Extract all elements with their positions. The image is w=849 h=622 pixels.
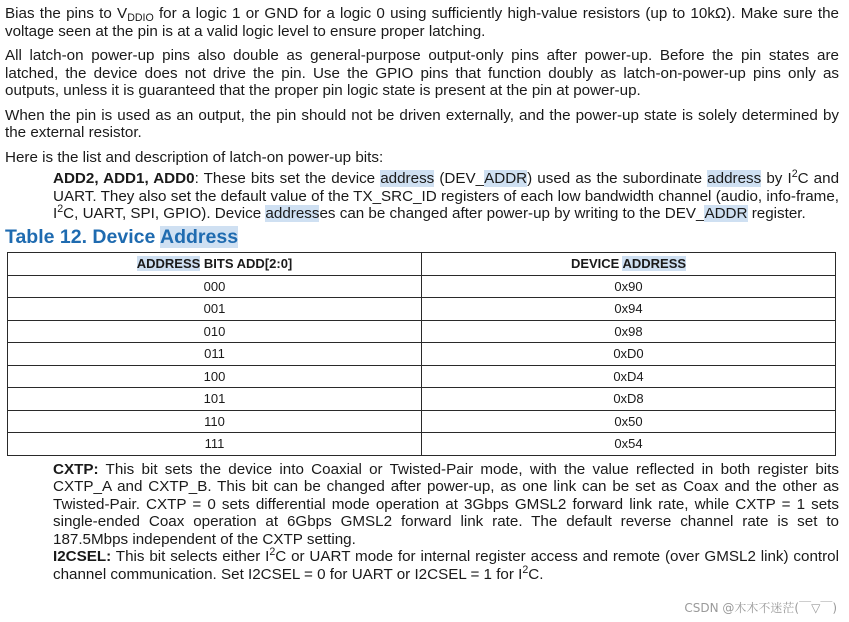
cell-device-address: 0x94 (422, 298, 836, 321)
table-title-highlight: Address (160, 225, 239, 248)
superscript: 2 (522, 563, 529, 576)
table-row (8, 275, 836, 298)
document-page (5, 5, 839, 583)
table-header-row (8, 252, 836, 275)
cell-address-bits: 011 (8, 343, 422, 366)
highlighted-word: ADDRESS (622, 256, 687, 271)
paragraph-list-intro: Here is the list and description of latch-on power-up bits: (5, 148, 384, 166)
text-run: register. (747, 205, 806, 222)
cell-address-bits: 000 (8, 275, 422, 298)
text-run: This bit selects either I (111, 548, 270, 565)
column-header-address-bits (8, 252, 422, 275)
text-run: C. (528, 565, 544, 583)
table-title-prefix: Table 12. Device (5, 225, 161, 248)
cell-device-address: 0xD4 (422, 365, 836, 388)
paragraph-latch-on-pins: All latch-on power-up pins also double as general-purpose output-only pins after power-up. Before the pin states are latched, the device does not drive the pin. Use the GPIO pins that function doubly as latch-on-power-up pins only as outputs, unless it is guaranteed that the proper pin logic state is present at the pin at power-up. (5, 47, 839, 99)
highlighted-word: address (707, 170, 762, 187)
cxtp-label: CXTP: (53, 460, 99, 478)
paragraph-output-pin: When the pin is used as an output, the pin should not be driven externally, and the power-up state is solely determined by the external resistor. (5, 106, 839, 141)
table-row (8, 388, 836, 411)
table-row (8, 320, 836, 343)
cell-address-bits: 100 (8, 365, 422, 388)
cell-device-address: 0x54 (422, 433, 836, 456)
text-run: : These bits set the device (194, 170, 381, 187)
column-header-device-address (422, 252, 836, 275)
superscript: 2 (57, 203, 64, 215)
cell-device-address: 0xD8 (422, 388, 836, 411)
subscript-ddio: DDIO (127, 12, 154, 24)
text-run: (DEV_ (434, 170, 485, 187)
cell-address-bits: 111 (8, 433, 422, 456)
text-run: This bit sets the device into Coaxial or Twisted-Pair mode, with the value reflected in both register bits CXTP_A and CXTP_B. This bit can be changed after power-up, as one link can be set as Coax and the other as Twisted-Pair. CXTP = 0 sets differential mode operation at 3Gbps GMSL2 forward link rate, while CXTP = 1 sets single-ended Coax operation at 6Gbps GMSL2 forward link rate. The default reverse channel rate is set to 187.5Mbps independent of the CXTP setting. (53, 460, 839, 548)
text-run: ) used as the subordinate (527, 170, 708, 187)
table-row (8, 365, 836, 388)
highlighted-word: address (380, 170, 435, 187)
text-run: es can be changed after power-up by writing to the DEV_ (319, 205, 705, 222)
csdn-watermark: CSDN @木木不迷茫(￣▽￣) (684, 601, 837, 615)
cell-address-bits: 101 (8, 388, 422, 411)
table-row (8, 410, 836, 433)
text-run: C, UART, SPI, GPIO). Device (63, 205, 266, 222)
table-row (8, 298, 836, 321)
highlighted-word: ADDR (704, 205, 748, 222)
paragraph-bias-pins (5, 5, 839, 40)
cell-device-address: 0x90 (422, 275, 836, 298)
table-row (8, 343, 836, 366)
highlighted-word: ADDR (484, 170, 528, 187)
highlighted-word: ADDRESS (136, 256, 201, 271)
i2csel-label: I2CSEL: (53, 548, 112, 565)
cell-device-address: 0x50 (422, 410, 836, 433)
text-run: BITS ADD[2:0] (200, 256, 293, 271)
text-run: for a logic 1 or GND for a logic 0 using sufficiently high-value resistors (up to 10kΩ). Make sure the voltage seen at the pin is at a valid logic level to ensure proper latching. (5, 5, 839, 40)
cell-address-bits: 110 (8, 410, 422, 433)
text-run: C or UART mode for internal register access and remote (over GMSL2 link) control channel communication. Set I2CSEL = 0 for UART or I2CSEL = 1 for I (53, 548, 839, 583)
paragraph-cxtp (53, 461, 839, 549)
text-run: DEVICE (570, 256, 623, 271)
cell-device-address: 0xD0 (422, 343, 836, 366)
highlighted-word: address (265, 205, 320, 222)
superscript: 2 (791, 168, 798, 180)
add-bits-label: ADD2, ADD1, ADD0 (53, 170, 195, 187)
text-run: Bias the pins to V (5, 5, 128, 22)
paragraph-i2csel (53, 548, 839, 583)
table-title (5, 226, 839, 248)
cell-address-bits: 010 (8, 320, 422, 343)
device-address-table (7, 252, 836, 456)
superscript: 2 (269, 546, 276, 558)
table-row (8, 433, 836, 456)
paragraph-add-bits (53, 170, 839, 223)
text-run: by I (761, 170, 792, 187)
cell-address-bits: 001 (8, 298, 422, 321)
text-run: C and UART. They also set the default value of the TX_SRC_ID registers of each low bandwidth channel (audio, info-frame, I (53, 170, 840, 222)
cell-device-address: 0x98 (422, 320, 836, 343)
